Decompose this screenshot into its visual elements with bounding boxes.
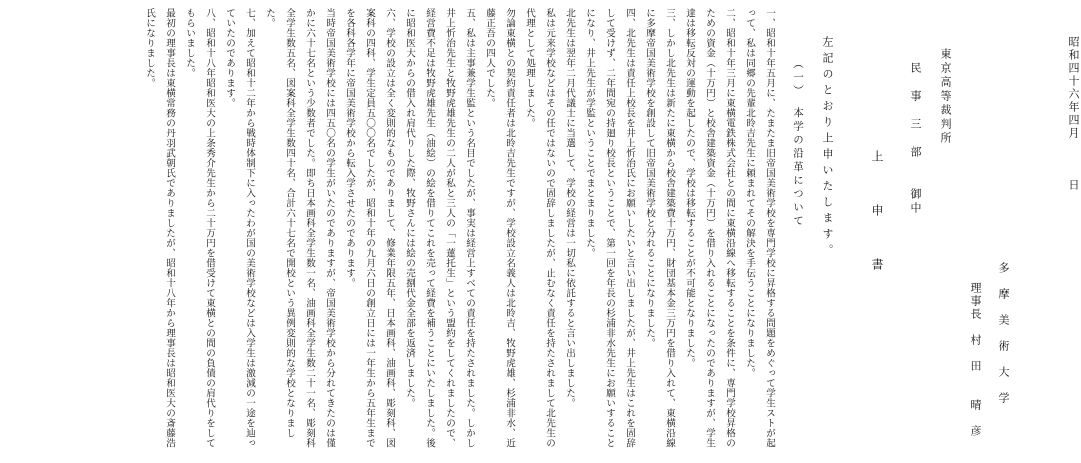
document-title: 上 申 書 — [870, 150, 884, 276]
section-title: （一） 本学の沿革について — [792, 58, 804, 229]
paragraph-1: 一、昭和十年五月に、たまたま旧帝国美術学校を専門学校に昇格する問題をめぐって学生ストが起って、私は同郷の先輩北昤吉先生に頼まれてその解決を手伝うことになりました。 — [744, 8, 775, 448]
intro-line: 左記のとおり上申いたします。 — [821, 36, 834, 260]
paragraph-9: 六、学校の設立は全く変則的なものでありまして、修業年限五年、日本画科、油画科、彫刻科、図案科の四科、学生定員五〇〇名でしたが、昭和十年の九月六日の創立日には一年生から五年生までを各科各学年に帝国美術学校から転入学させたのであります。 — [344, 8, 395, 448]
body-text — [139, 8, 779, 456]
paragraph-8: 五、私は主事兼学生監という名目でしたが、事実は経営上すべての責任を持たされました。しかし井上忻治先生と牧野虎雄先生の二人が私と三人の「一蓮托生」という盟約をしてくれましたので、経営費不足は牧野虎雄先生（油絵）の絵を借りてこれを売って経費を補うことにいたしました。後に昭和医大からの借入れ肩代りした際、牧野さんには絵の売捌代金全部を返済しました。 — [404, 8, 475, 448]
paragraph-10: 当時帝国美術学校には四五〇名の学生がいたのでありますが、帝国美術学校から分れてきたのは僅かに六十七名という少数者でした。即ち日本画科全学生数一名、油画科全学生数二十一名、彫刻科全学生数五名、図案科全学生数四十名、合計六十七名で開校という異例変則的な学校となりました。 — [264, 8, 335, 448]
paragraph-11: 七、加えて昭和十二年から戦時体制下に入ったわが国の美術学校などは入学生は激減の一途を辿っていたのであります。 — [224, 8, 255, 448]
paragraph-5: 北先生は翌年二月代議士に当選して、学校の経営は一切私に依託すると言い出しました。 — [564, 8, 575, 408]
paragraph-2: 二、昭和十年三月に東横電鉄株式会社との間に東横沿線へ移転することを条件に、専門学校昇格のための資金（十万円）と校舎建築資金（十万円）を借り入れることになったのでありますが、学生達は移転反対の運動を起したので、学校は移転することが不可能となりました。 — [684, 8, 735, 448]
paragraph-6: 私は元来学校などはその任ではないので固辞しましたが、止むなく責任を持たされまして北先生の代理として処理しました。 — [524, 8, 555, 448]
addressee-department: 民 事 三 部 御中 — [909, 62, 922, 216]
addressee-court: 東京高等裁判所 — [939, 48, 952, 146]
paragraph-7: 勿論東横との契約責任者は北昤吉先生ですが、学校設立名義人は北昤吉、牧野虎雄、杉浦非水、近藤正吾の四人でした。 — [484, 8, 515, 448]
signer-organization: 多 摩 美 術 大 学 — [997, 262, 1010, 405]
paragraph-13: 最初の理事長は東横常務の丹羽武朝氏でありましたが、昭和十八年から理事長は昭和医大の斎藤浩氏になりました。 — [144, 8, 175, 448]
paragraph-3: 三、しかし北先生は新たに東横から校舎建築費十万円、財団基本金三万円を借り入れて、東横沿線に多摩帝国美術学校を創設して旧帝国美術学校と分れることになりました。 — [644, 8, 675, 448]
paragraph-12: 八、昭和十八年昭和医大の上条秀介先生から二十万円を借受けて東横との間の負債の肩代りをしてもらいました。 — [184, 8, 215, 448]
document-date: 昭和四十六年四月 日 — [1067, 36, 1080, 192]
paragraph-4: 四、北先生は責任上校長を井上忻治氏にお願いしたいと言い出しましたが、井上先生はこれを固辞して受けず、二年間宛の持廻り校長ということで、第一回を年長の杉浦非水先生にお願いすることになり、井上先生が学監ということでまとまりました。 — [584, 8, 635, 448]
signer-name: 理事長 村 田 晴 彦 — [969, 282, 982, 438]
